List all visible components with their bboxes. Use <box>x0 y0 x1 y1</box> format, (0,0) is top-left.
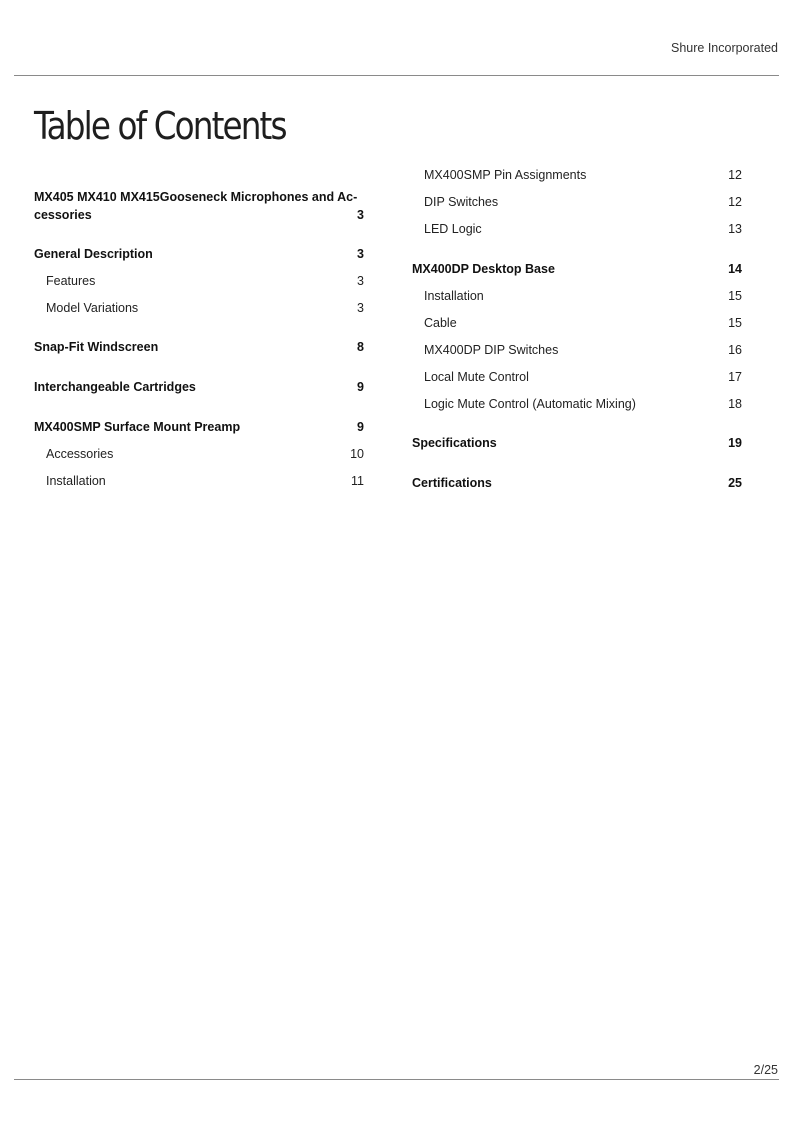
toc-entry[interactable] <box>34 272 364 290</box>
toc-entry-title: LED Logic <box>424 222 482 236</box>
toc-entry-title: Installation <box>46 474 106 488</box>
toc-entry-title: Installation <box>424 289 484 303</box>
toc-entry[interactable] <box>34 188 364 224</box>
toc-entry[interactable] <box>34 299 364 317</box>
toc-entry-page: 18 <box>728 397 742 411</box>
toc-entry-page: 10 <box>350 447 364 461</box>
toc-entry-page: 3 <box>357 247 364 261</box>
toc-entry[interactable] <box>412 193 742 211</box>
toc-entry[interactable] <box>34 338 364 356</box>
toc-entry[interactable] <box>34 445 364 463</box>
toc-entry-page: 25 <box>728 476 742 490</box>
toc-entry-title: MX400SMP Pin Assignments <box>424 168 587 182</box>
toc-entry[interactable] <box>34 378 364 396</box>
toc-entry-page: 12 <box>728 168 742 182</box>
toc-entry-title: Features <box>46 274 96 288</box>
toc-entry-title: DIP Switches <box>424 195 499 209</box>
toc-entry-title: MX400DP Desktop Base <box>412 262 555 276</box>
toc-entry-page: 8 <box>357 340 364 354</box>
toc-entry-page: 3 <box>357 208 364 222</box>
toc-entry-page: 16 <box>728 343 742 357</box>
toc-entry-page: 11 <box>351 474 364 488</box>
toc-entry[interactable] <box>412 287 742 305</box>
toc-entry[interactable] <box>412 434 742 452</box>
header-divider <box>14 75 779 76</box>
toc-entry-page: 15 <box>728 316 742 330</box>
toc-entry[interactable] <box>412 314 742 332</box>
toc-entry-title: Logic Mute Control (Automatic Mixing) <box>424 397 636 411</box>
toc-entry[interactable] <box>412 166 742 184</box>
toc-entry-page: 14 <box>728 262 742 276</box>
toc-entry-title: Local Mute Control <box>424 370 529 384</box>
toc-entry-title: Snap-Fit Windscreen <box>34 340 159 354</box>
toc-entry-title: Interchangeable Cartridges <box>34 380 196 394</box>
toc-entry-title: Cable <box>424 316 457 330</box>
toc-entry-page: 15 <box>728 289 742 303</box>
toc-entry[interactable] <box>412 220 742 238</box>
page-number: 2/25 <box>753 1063 778 1077</box>
toc-entry-title: Certifications <box>412 476 492 490</box>
footer-divider <box>14 1079 779 1080</box>
toc-entry-title: MX400DP DIP Switches <box>424 343 559 357</box>
page-title: Table of Contents <box>34 104 286 148</box>
toc-entry-page: 3 <box>357 301 364 315</box>
toc-entry[interactable] <box>34 472 364 490</box>
toc-entry[interactable] <box>412 368 742 386</box>
toc-entry-page: 9 <box>357 380 364 394</box>
toc-entry[interactable] <box>34 418 364 436</box>
toc-entry-title: Accessories <box>46 447 114 461</box>
toc-entry-page: 3 <box>357 274 364 288</box>
toc-entry[interactable] <box>34 245 364 263</box>
toc-entry-title-continued: cessories <box>34 208 92 222</box>
toc-entry[interactable] <box>412 474 742 492</box>
toc-entry[interactable] <box>412 341 742 359</box>
toc-entry-page: 19 <box>728 436 742 450</box>
toc-entry-page: 13 <box>728 222 742 236</box>
toc-entry-title: MX405 MX410 MX415Gooseneck Microphones and Ac- <box>34 190 358 204</box>
toc-entry-page: 9 <box>357 420 364 434</box>
toc-entry-page: 12 <box>728 195 742 209</box>
toc-entry-title: Specifications <box>412 436 497 450</box>
toc-entry[interactable] <box>412 260 742 278</box>
toc-entry-title: MX400SMP Surface Mount Preamp <box>34 420 241 434</box>
toc-entry-title: Model Variations <box>46 301 139 315</box>
toc-entry-page: 17 <box>728 370 742 384</box>
toc-entry-title: General Description <box>34 247 153 261</box>
header-company-name: Shure Incorporated <box>670 41 778 55</box>
toc-entry[interactable] <box>412 395 742 413</box>
